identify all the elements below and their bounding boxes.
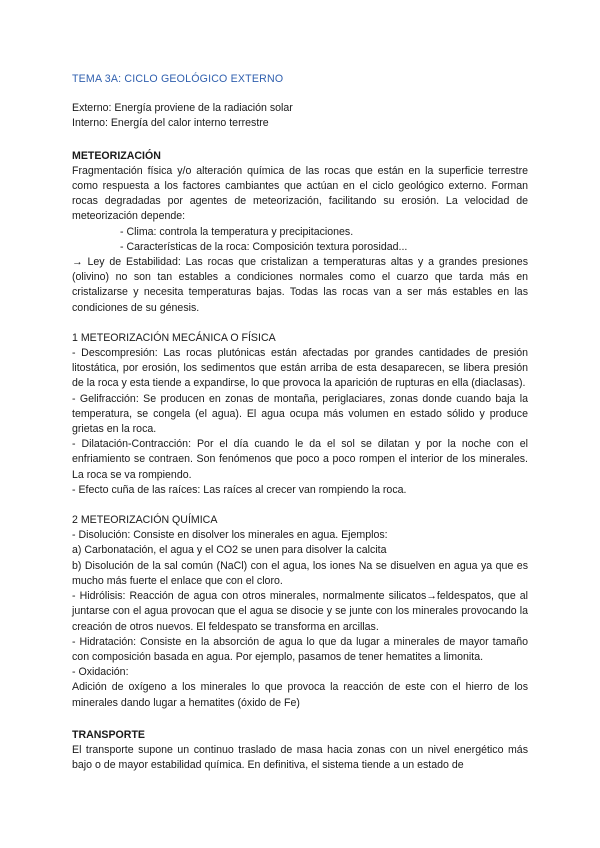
document-page (72, 72, 528, 773)
list-item: - Dilatación-Contracción: Por el día cuando le da el sol se dilatan y por la noche con el enfriamiento se contraen. Son fenómenos que poco a poco rompen el interior de los minerales. La roca se va rompiendo. (72, 438, 528, 481)
paragraph-stability-law: → Ley de Estabilidad: Las rocas que cristalizan a temperaturas altas y a grandes presiones (olivino) no son tan estables a condiciones normales como el cuarzo que tarda más en cristalizarse y necesita temperaturas bajas. Todas las rocas van a ser más estables en las condiciones de su génesis. (72, 256, 528, 314)
list-item: - Gelifracción: Se producen en zonas de montaña, periglaciares, zonas donde cuando baja la temperatura, se congela (el agua). El agua ocupa más volumen en estado sólido y produce grietas en la roca. (72, 392, 528, 436)
list-item: - Descompresión: Las rocas plutónicas están afectadas por grandes cantidades de presión litostática, por erosión, los sedimentos que están arriba de esta desaparecen, se libera presión de la roca y esta tiende a expandirse, lo que provoca la aparición de rupturas en ella (diaclasas). (72, 347, 528, 390)
list-item: - Hidrólisis: Reacción de agua con otros minerales, normalmente silicatos→feldespatos, que al juntarse con el agua provocan que el agua se disocie y se junte con los minerales provocando la creación de otros nuevos. El feldespato se transforma en arcillas. (72, 590, 528, 633)
intro-line: Interno: Energía del calor interno terrestre (72, 117, 269, 130)
list-item: - Características de la roca: Composición textura porosidad... (120, 240, 408, 253)
list-item: a) Carbonatación, el agua y el CO2 se unen para disolver la calcita (72, 544, 387, 557)
list-item: - Disolución: Consiste en disolver los minerales en agua. Ejemplos: (72, 529, 388, 542)
paragraph-transporte: El transporte supone un continuo traslado de masa hacia zonas con un nivel energético más bajo o de mayor estabilidad química. En definitiva, el sistema tiende a un estado de (72, 743, 528, 772)
page-title: TEMA 3A: CICLO GEOLÓGICO EXTERNO (72, 73, 284, 85)
section-heading-meteorizacion: METEORIZACIÓN (72, 149, 161, 162)
list-item: b) Disolución de la sal común (NaCl) con el agua, los iones Na se disuelven en agua ya que es mucho más fuerte el enlace que con el cloro. (72, 559, 528, 587)
list-item: - Clima: controla la temperatura y precipitaciones. (120, 225, 354, 238)
list-item: - Efecto cuña de las raíces: Las raíces al crecer van rompiendo la roca. (72, 483, 407, 496)
intro-line: Externo: Energía proviene de la radiación solar (72, 102, 293, 115)
section-heading-transporte: TRANSPORTE (72, 728, 145, 741)
list-item: - Oxidación: (72, 666, 129, 679)
section-heading-mecanica: 1 METEORIZACIÓN MECÁNICA O FÍSICA (72, 331, 276, 344)
section-heading-quimica: 2 METEORIZACIÓN QUÍMICA (72, 514, 218, 527)
paragraph-definition: Fragmentación física y/o alteración química de las rocas que están en la superficie terrestre como respuesta a los factores cambiantes que actúan en el ciclo geológico externo. Forman rocas degradadas por agentes de meteorización, facilitando su erosión. La velocidad de meteorización depende: (72, 164, 528, 223)
list-item: Adición de oxígeno a los minerales lo que provoca la reacción de este con el hierro de los minerales dando lugar a hematites (óxido de Fe) (72, 681, 528, 709)
list-item: - Hidratación: Consiste en la absorción de agua lo que da lugar a minerales de mayor tamaño con composición basada en agua. Por ejemplo, pasamos de tener hematites a limonita. (72, 635, 528, 663)
